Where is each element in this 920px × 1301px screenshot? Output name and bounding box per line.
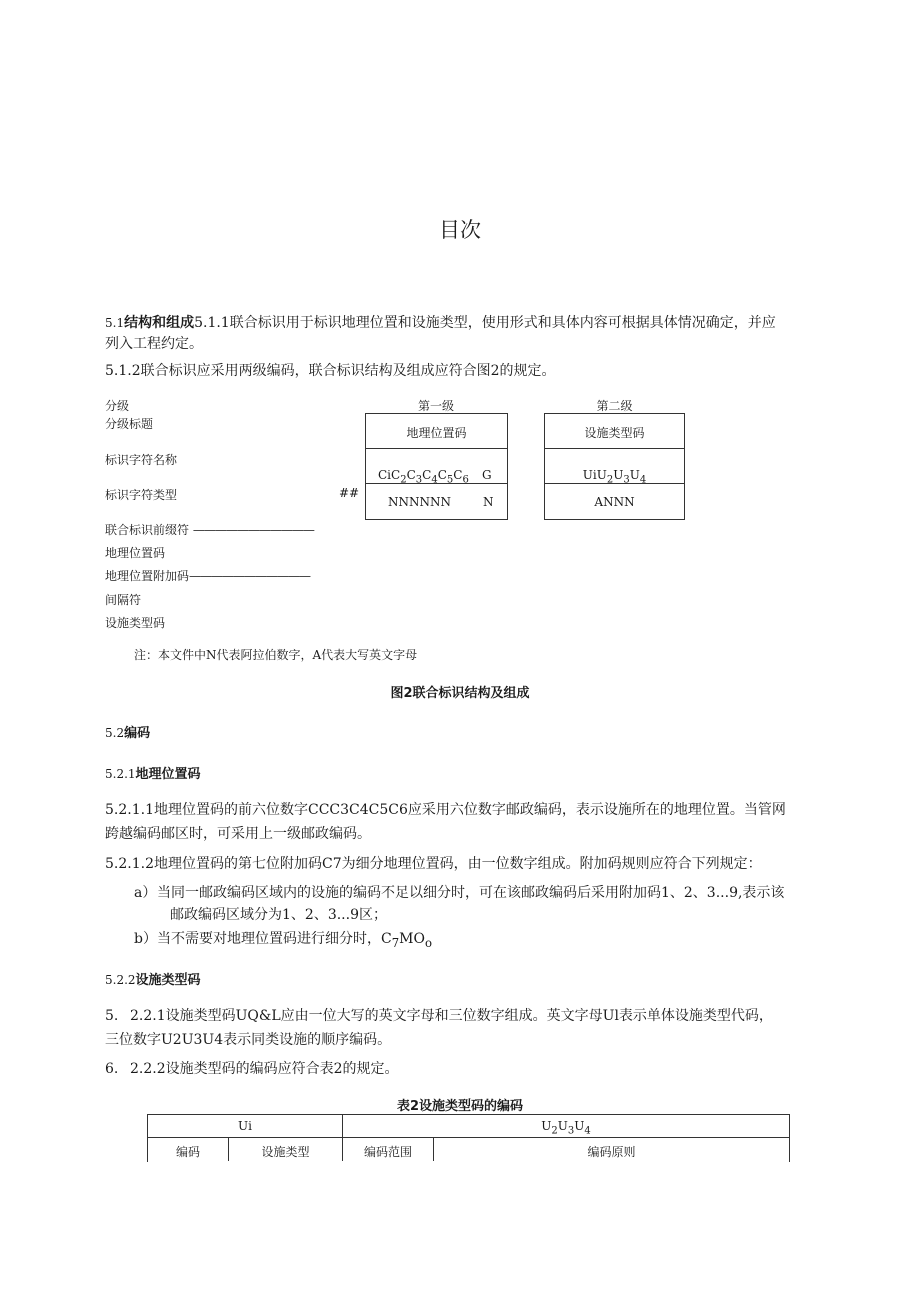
level1-char-type-n: N bbox=[483, 495, 494, 509]
item-b-text: 当不需要对地理位置码进行细分时，$C_7MO_o$ bbox=[157, 931, 432, 950]
level2-title: 设施类型码 bbox=[584, 426, 645, 440]
level1-char-g: G bbox=[482, 468, 492, 482]
level1-char-name: $CiC_2C_3C_4C_5C_6$ bbox=[378, 468, 469, 486]
fig-label-char-name: 标识字符名称 bbox=[105, 453, 178, 467]
section-5-1-2-text: 5.1.2联合标识应采用两级编码，联合标识结构及组成应符合图2的规定。 bbox=[105, 363, 556, 379]
table-row-divider bbox=[148, 1137, 789, 1138]
table-header-ui: Ui bbox=[238, 1119, 252, 1133]
para-5-2-2-1-num: 5. bbox=[105, 1008, 119, 1024]
level1-header: 第一级 bbox=[417, 399, 454, 413]
para-5-2-1-1-line1: 5.2.1.1地理位置码的前六位数字CCC3C4C5C6应采用六位数字邮政编码，表示设施所在的地理位置。当管网 bbox=[105, 802, 786, 818]
fig-geo-addon-dash: ——————————— bbox=[189, 569, 311, 583]
table-col-code-principle: 编码原则 bbox=[587, 1145, 636, 1159]
section-5-1-line2: 列入工程约定。 bbox=[105, 336, 203, 352]
level2-char-type: ANNN bbox=[594, 495, 635, 509]
section-5-2-2-heading: 5.2.2设施类型码 bbox=[105, 973, 201, 988]
para-5-2-1-1-line2: 跨越编码邮区时，可采用上一级邮政编码。 bbox=[105, 826, 371, 842]
table-header-u2u3u4: $U_2U_3U_4$ bbox=[541, 1119, 591, 1137]
fig-hash: ## bbox=[339, 486, 360, 500]
fig-prefix-dash: ——————————— bbox=[192, 523, 314, 537]
table-caption: 表2设施类型码的编码 bbox=[396, 1099, 524, 1114]
item-a-label: a） bbox=[134, 885, 157, 901]
para-5-2-2-2-text: 2.2.2设施类型码的编码应符合表2的规定。 bbox=[130, 1061, 399, 1077]
fig-label-geo-code: 地理位置码 bbox=[105, 546, 166, 560]
para-5-2-1-2: 5.2.1.2地理位置码的第七位附加码C7为细分地理位置码，由一位数字组成。附加码规则应符合下列规定： bbox=[105, 856, 762, 872]
section-5-1-line1 bbox=[105, 312, 776, 334]
section-5-1-heading: 结构和组成 bbox=[124, 315, 195, 331]
fig-label-separator: 间隔符 bbox=[105, 593, 142, 607]
level1-title: 地理位置码 bbox=[406, 426, 467, 440]
item-a-line1: 当同一邮政编码区域内的设施的编码不足以细分时，可在该邮政编码后采用附加码1、2、3...9,表示该 bbox=[157, 885, 785, 901]
section-5-1-prefix: 5.1 bbox=[105, 316, 125, 330]
fig-label-geo-addon: 地理位置附加码——————————— bbox=[105, 569, 311, 583]
fig-label-level: 分级 bbox=[105, 399, 130, 413]
para-5-2-2-1-line1: 2.2.1设施类型码UQ&L应由一位大写的英文字母和三位数字组成。英文字母Ul表示单体设施类型代码， bbox=[130, 1008, 773, 1024]
para-5-2-2-1-line2: 三位数字U2U3U4表示同类设施的顺序编码。 bbox=[105, 1032, 392, 1048]
section-5-2-1-heading: 5.2.1地理位置码 bbox=[105, 767, 201, 782]
level2-char-name: $UiU_2U_3U_4$ bbox=[582, 468, 647, 486]
page-title: 目次 bbox=[439, 218, 481, 242]
level2-divider-1 bbox=[544, 448, 685, 449]
level2-header: 第二级 bbox=[596, 399, 633, 413]
table-col-code-range: 编码范围 bbox=[363, 1145, 412, 1159]
facility-code-table bbox=[147, 1114, 790, 1162]
table-col-code: 编码 bbox=[175, 1145, 200, 1159]
fig-label-level-title: 分级标题 bbox=[105, 417, 154, 431]
figure-note: 注：本文件中N代表阿拉伯数字，A代表大写英文字母 bbox=[134, 648, 418, 662]
section-5-2-heading: 5.2编码 bbox=[105, 726, 151, 741]
level1-divider-1 bbox=[365, 448, 508, 449]
item-b-label: b） bbox=[134, 931, 157, 947]
fig-label-char-type: 标识字符类型 bbox=[105, 488, 178, 502]
fig-label-facility-code: 设施类型码 bbox=[105, 616, 166, 630]
item-a-line2: 邮政编码区域分为1、2、3...9区； bbox=[170, 907, 387, 923]
table-col-facility-type: 设施类型 bbox=[261, 1145, 310, 1159]
fig-label-prefix: 联合标识前缀符 ——————————— bbox=[105, 523, 314, 537]
section-5-1-text: 5.1.1联合标识用于标识地理位置和设施类型，使用形式和具体内容可根据具体情况确定，并应 bbox=[194, 315, 776, 331]
figure-caption: 图2联合标识结构及组成 bbox=[390, 686, 530, 701]
level1-char-type: NNNNNN bbox=[388, 495, 451, 509]
para-5-2-2-2-num: 6. bbox=[105, 1061, 119, 1077]
